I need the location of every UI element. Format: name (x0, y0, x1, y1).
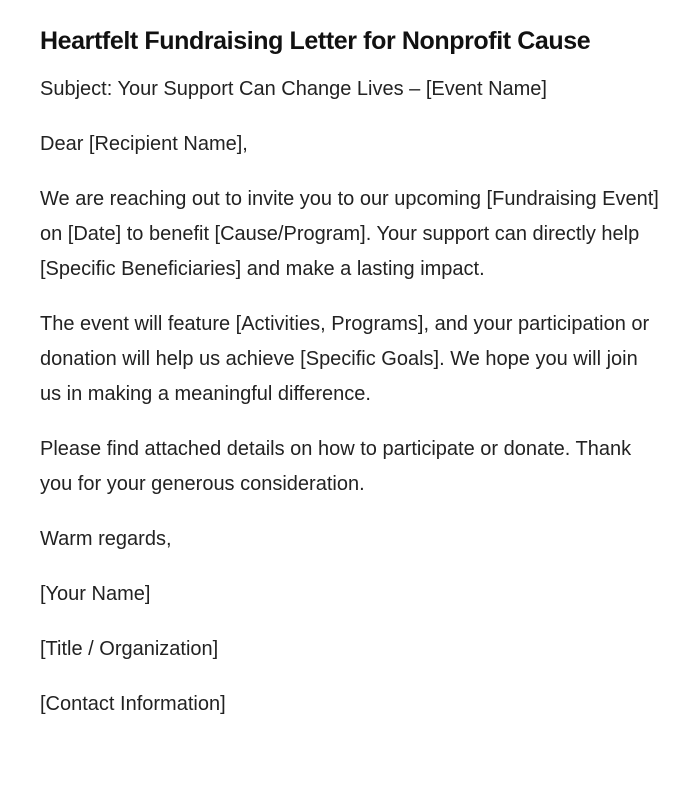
signature-title: [Title / Organization] (40, 638, 219, 660)
letter-subject: Subject: Your Support Can Change Lives – [Event Name] (40, 78, 547, 100)
letter-greeting: Dear [Recipient Name], (40, 133, 248, 155)
letter-paragraph-invitation: We are reaching out to invite you to our upcoming [Fundraising Event] on [Date] to benefit [Cause/Program]. Your support can directly help [Specific Beneficiaries] and make a lasting impact. (40, 188, 659, 280)
letter-title: Heartfelt Fundraising Letter for Nonprofit Cause (40, 27, 591, 55)
letter-paragraph-event-details: The event will feature [Activities, Programs], and your participation or donation will help us achieve [Specific Goals]. We hope you will join us in making a meaningful difference. (40, 313, 650, 405)
letter-paragraph-attachment: Please find attached details on how to participate or donate. Thank you for your generous consideration. (40, 438, 632, 495)
letter-closing: Warm regards, (40, 528, 172, 550)
signature-contact: [Contact Information] (40, 693, 226, 715)
signature-name: [Your Name] (40, 583, 151, 605)
